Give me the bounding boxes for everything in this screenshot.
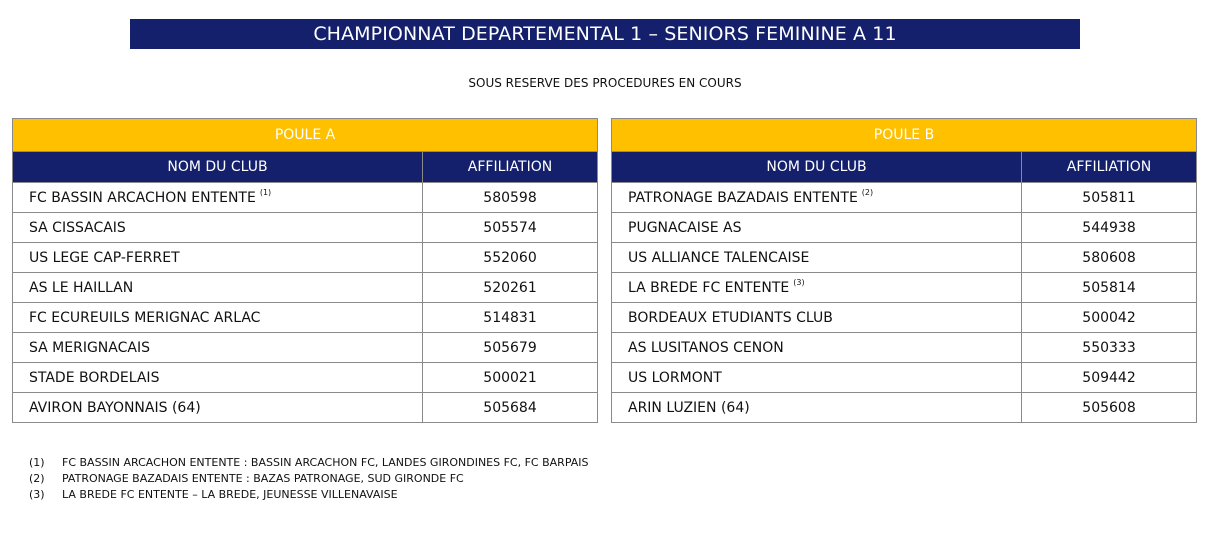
club-name: US LORMONT <box>628 369 722 386</box>
table-row <box>13 363 598 393</box>
footnote-line <box>29 471 589 487</box>
table-row <box>13 183 598 213</box>
table-row <box>612 213 1197 243</box>
club-name-cell <box>612 183 1022 213</box>
table-row <box>612 273 1197 303</box>
affiliation-cell: 550333 <box>1022 333 1197 363</box>
table-row <box>13 213 598 243</box>
club-name: BORDEAUX ETUDIANTS CLUB <box>628 309 833 326</box>
column-header-affiliation: AFFILIATION <box>1022 152 1197 183</box>
club-name: STADE BORDELAIS <box>29 369 160 386</box>
table-row <box>13 273 598 303</box>
affiliation-cell: 552060 <box>423 243 598 273</box>
club-name: PATRONAGE BAZADAIS ENTENTE <box>628 189 858 206</box>
club-name-cell <box>13 243 423 273</box>
club-name-cell <box>13 303 423 333</box>
affiliation-cell: 505574 <box>423 213 598 243</box>
affiliation-cell: 505679 <box>423 333 598 363</box>
club-name-cell <box>13 393 423 423</box>
footnote-line <box>29 455 589 471</box>
affiliation-cell: 544938 <box>1022 213 1197 243</box>
table-row <box>612 363 1197 393</box>
footnote-text: PATRONAGE BAZADAIS ENTENTE : BAZAS PATRONAGE, SUD GIRONDE FC <box>62 472 464 485</box>
footnote-ref: (3) <box>793 277 805 287</box>
column-header-name: NOM DU CLUB <box>612 152 1022 183</box>
club-name: AS LUSITANOS CENON <box>628 339 784 356</box>
affiliation-cell: 500042 <box>1022 303 1197 333</box>
club-name-cell <box>612 243 1022 273</box>
footnote-number: (2) <box>29 472 45 485</box>
club-name-cell <box>13 213 423 243</box>
affiliation-cell: 505608 <box>1022 393 1197 423</box>
club-name-cell <box>612 333 1022 363</box>
affiliation-cell: 505814 <box>1022 273 1197 303</box>
column-header-affiliation: AFFILIATION <box>423 152 598 183</box>
poule-b-table <box>611 118 1197 423</box>
footnote-text: FC BASSIN ARCACHON ENTENTE : BASSIN ARCACHON FC, LANDES GIRONDINES FC, FC BARPAIS <box>62 456 589 469</box>
footnote-ref: (1) <box>259 187 272 197</box>
affiliation-cell: 520261 <box>423 273 598 303</box>
club-name-cell <box>612 303 1022 333</box>
footnote-line <box>29 487 589 503</box>
footnote-ref: (2) <box>861 187 874 197</box>
affiliation-cell: 580598 <box>423 183 598 213</box>
table-row <box>13 333 598 363</box>
page-title: CHAMPIONNAT DEPARTEMENTAL 1 – SENIORS FEMININE A 11 <box>130 19 1080 49</box>
affiliation-cell: 505684 <box>423 393 598 423</box>
table-row <box>612 183 1197 213</box>
footnote-number: (3) <box>29 488 45 501</box>
club-name-cell <box>612 393 1022 423</box>
club-name: FC ECUREUILS MERIGNAC ARLAC <box>29 309 261 326</box>
club-name: SA MERIGNACAIS <box>29 339 150 356</box>
affiliation-cell: 509442 <box>1022 363 1197 393</box>
club-name: SA CISSACAIS <box>29 219 126 236</box>
table-row <box>612 333 1197 363</box>
table-row <box>612 303 1197 333</box>
club-name-cell <box>612 213 1022 243</box>
table-row <box>13 303 598 333</box>
affiliation-cell: 580608 <box>1022 243 1197 273</box>
footnotes <box>29 455 589 503</box>
club-name: US LEGE CAP-FERRET <box>29 249 180 266</box>
club-name: AS LE HAILLAN <box>29 279 134 296</box>
club-name: LA BREDE FC ENTENTE <box>628 279 790 296</box>
club-name-cell <box>612 363 1022 393</box>
table-row <box>13 243 598 273</box>
club-name-cell <box>13 183 423 213</box>
table-row <box>13 393 598 423</box>
poule-b-title: POULE B <box>612 119 1197 152</box>
club-name-cell <box>13 363 423 393</box>
poule-a-table <box>12 118 598 423</box>
table-row <box>612 243 1197 273</box>
club-name: AVIRON BAYONNAIS (64) <box>29 399 201 416</box>
club-name: US ALLIANCE TALENCAISE <box>628 249 810 266</box>
club-name-cell <box>612 273 1022 303</box>
club-name: PUGNACAISE AS <box>628 219 742 236</box>
poule-a-title: POULE A <box>13 119 598 152</box>
affiliation-cell: 505811 <box>1022 183 1197 213</box>
club-name: FC BASSIN ARCACHON ENTENTE <box>29 189 256 206</box>
table-row <box>612 393 1197 423</box>
footnote-text: LA BREDE FC ENTENTE – LA BREDE, JEUNESSE VILLENAVAISE <box>62 488 398 501</box>
club-name: ARIN LUZIEN (64) <box>628 399 750 416</box>
affiliation-cell: 500021 <box>423 363 598 393</box>
club-name-cell <box>13 333 423 363</box>
page-subtitle: SOUS RESERVE DES PROCEDURES EN COURS <box>468 76 742 90</box>
affiliation-cell: 514831 <box>423 303 598 333</box>
column-header-name: NOM DU CLUB <box>13 152 423 183</box>
footnote-number: (1) <box>29 456 45 469</box>
club-name-cell <box>13 273 423 303</box>
